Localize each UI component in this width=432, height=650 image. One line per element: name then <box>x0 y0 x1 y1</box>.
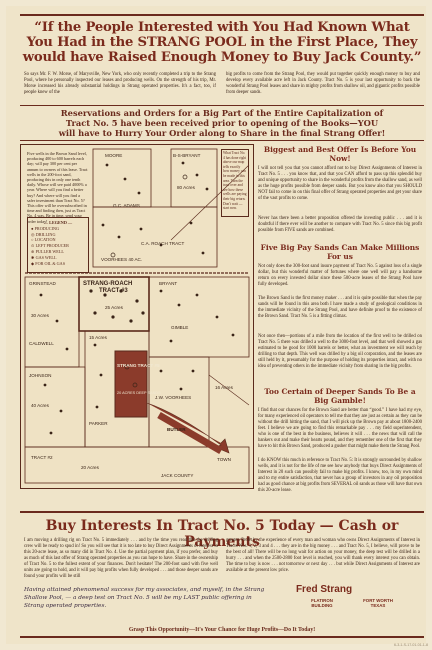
signature-address <box>304 598 340 608</box>
signature-city <box>350 598 406 608</box>
map-label-acres20: 20 Acres <box>81 465 99 470</box>
advertisement-sheet <box>6 6 426 644</box>
signature-city-line-1: FORT WORTH <box>363 598 393 603</box>
signature-city-line-2: TEXAS <box>370 603 386 608</box>
map-label-acres25: 25 Acres <box>105 305 123 310</box>
right-para-7: I do KNOW this much in reference to Tract No. 5: It is strongly surrounded by shallow wells, and it is not for the life of me see how anybody that buys Direct Assignments of Interest in 20 such can possibly fail to make big profits. I know, too, in my own mind and to my entire satisfaction, that never has a group of investors in any oil proposition had as good chance at big profits from SEVERAL oil sands as those will have that own this 20-acre lease. <box>258 458 422 493</box>
headline-line-3: would have Raised Enough Money to Buy Jack County.” <box>22 50 422 65</box>
map-label-lease-a: VOORHEES 40 AC. <box>101 257 143 262</box>
map-label-town: TOWN <box>217 457 231 462</box>
map-label-gimble: GIMBLE <box>171 325 189 330</box>
intro-left: So says Mr. F. W. Morse, of Marysville, New York, who only recently completed a trip to the Strang Pool, where he personally inspected our leases and producing wells. On the strength of his trip, Mr. Morse increased his already substantial holdings in Strang operated properties. It's a fact, too, if people knew of the <box>24 72 216 95</box>
signature-name: Fred Strang <box>295 584 353 595</box>
lease-map <box>20 144 254 489</box>
map-label-bryant: B-S-BRYANT <box>173 153 201 158</box>
map-label-acres40: 40 Acres <box>31 403 49 408</box>
map-label-acres16: 16 Acres <box>215 385 233 390</box>
legend-item-drilling: ◎ DRILLING <box>31 231 56 237</box>
archive-note: 6-3-1-S-17-01-01-1-8 <box>394 643 428 647</box>
map-label-tract3: TRACT #3 <box>99 288 128 294</box>
bottom-heading: Buy Interests In Tract No. 5 Today — Cash or Payments <box>45 518 399 550</box>
legend-item-location: ○ LOCATION <box>31 237 56 243</box>
map-label-strang-tract5: STRANG TRACT #5 <box>117 363 160 368</box>
footer-line: Grasp This Opportunity—It's Your Chance for Huge Profits—Do It Today! <box>128 627 316 633</box>
legend-item-producing: ● PRODUCING <box>31 225 60 231</box>
bottom-rule-top <box>20 511 424 513</box>
legend-item-oil-gas: ◆ FOR OIL & GAS <box>31 260 66 266</box>
right-para-5: Not once then—portions of a mile from the location of the first well to be drilled on Tract No. 5 there was drilled a well to the 3000-foot level, and that well showed a gas estimated to be good for 1000 barrels or better, what an investment we will reach by drilling to that depth. This well was drilled by a big oil corporation, and the leases are still held by it, presumably for the purpose of holding its properties intact, and with no idea of preventing others in the immediate vicinity from sharing in the big profits. <box>258 334 422 369</box>
legend-item-gas-well: ✱ GAS WELL <box>31 254 57 260</box>
signature-address-line-1: FLATIRON <box>311 598 333 603</box>
map-label-coats: C.A. ROACH TRACT <box>141 241 185 246</box>
headline <box>22 20 422 65</box>
intro-right: big profits to come from the Strang Pool, they would put together quickly enough money to buy and develop every available acre left in Jack County. Tract No. 5 is your last opportunity to back the wonderful Strang Pool leases and share in mighty profits from shallow oil, and gigantic profits possible from deeper sands. <box>226 72 420 95</box>
map-label-acres15: 15 Acres <box>89 335 107 340</box>
right-para-1: I will not tell you that you cannot afford not to buy Direct Assignments of Interest in Tract No. 5 . . . you know that, and that you CAN afford to pass up this splendid buy and unique opportunity to share in the wonderful profits from the shallow sand, as well as the huge profits possible from deeper sands. But you know also that you SHOULD NOT fail to come in on this final offer of Strang operated properties and get your share of the vast profits to come. <box>258 166 422 201</box>
subhead <box>22 108 422 138</box>
subhead-rule-top <box>20 105 424 106</box>
map-legend <box>27 217 89 273</box>
right-para-6: I find that our chances for the Brown Sand are better than “good.” I have had my eye, for many experienced oil operators to tell me that they are just as certain as they can be without the drill hitting the sand, that I will pick up the Brown pay at about 1800-2400 feet. I believe we are going to find this remarkable pay . . . my field superintendent, who is one of the best in the business, believes it will . . . the news that will call the bankers out and make their hearts pound, and they remember one of the first that they have to hit this Brown Sand, produced a gusher that might make them the Strang Pool. <box>258 408 422 449</box>
right-para-3: Not only does the 300-foot sand insure payment of Tract No. 5 against loss of a single dollar, but this wonderful matter of fortunes where one well will pay a handsome return on every invested dollar since these 500-acre leases of the Strang Pool have fully developed. <box>258 264 422 287</box>
map-label-bottom-tract: TRACT #2 <box>31 455 53 460</box>
map-label-johnson: JOHNSON <box>29 373 52 378</box>
right-heading-2: Five Big Pay Sands Can Make Millions For us <box>260 243 420 261</box>
map-label-tract5-sub: 20 ACRES DEEP SANDS <box>117 391 161 395</box>
legend-item-puller-well: ⊕ PULLER WELL <box>31 248 64 254</box>
map-label-parker: PARKER <box>89 421 108 426</box>
subhead-line-3: will have to Hurry Your Order along to Share in the final Strang Offer! <box>58 128 386 138</box>
map-label-butler: BUTLER <box>167 427 186 432</box>
map-label-moore: MOORE <box>105 153 123 158</box>
right-heading-1: Biggest and Best Offer Is Before You Now! <box>263 145 417 163</box>
map-label-voorhees: J.W. VOORHEES <box>155 395 192 400</box>
handwritten-note: Having attained phenomenal success for my associates, and myself, in the Strang Shallow Pool, — a deep test on Tract No. 5 will be my LAST public offering in Strang operated properties. <box>24 587 265 609</box>
map-label-gc-adams: G.C. ADAMS <box>113 203 140 208</box>
headline-line-1: “If the People Interested with You Had Known What <box>34 20 410 35</box>
legend-item-left-producer: ⊙ LEFT PRODUCER <box>31 243 69 249</box>
signature-block <box>290 584 358 595</box>
subhead-line-1: Reservations and Orders for a Big Part of the Entire Capitalization of <box>60 108 384 118</box>
map-label-caldwell: CALDWELL <box>29 341 54 346</box>
right-para-2: Never has there been a better proposition offered the investing public . . . and it is doubtful if there ever will be another to compare with Tract No. 5 since this big profit possible from FIVE sands are combined. <box>258 216 422 233</box>
bottom-right: greater. Profit by the experience of every man and woman who owns Direct Assignments of Interest in Tracts Nos. 1, 2, 3 and 4 . . . they are in the big money . . . and Tract No. 5, I believe, will prove to be the best of all! There will be no long wait for action on your money, the deep test will be drilled in a hurry . . . and when the 2500-2800 foot level is reached, you will thank every interest you can obtain. The time to buy is now . . . not tomorrow or next day . . . but while Direct Assignments of Interest are available at the present low price. <box>226 538 420 573</box>
bottom-rule <box>20 636 424 638</box>
headline-line-2: You Had in the STRANG POOL in the First Place, They <box>26 35 418 50</box>
map-side-note: What Tract No. 4 has done right above our map tells exactly how money can be made in this area. Turn the tract over and see how these wells are paying their big return. Don't wait — start now. <box>221 149 249 217</box>
right-para-4: The Brown Sand is the first money maker . . . and it is quite possible that when the pay sands will be found in this area both I have made a study of geological conditions in the immediate vicinity of the Strang Pool, and have definite proof to the existence of the Brown Sand. Tract No. 5 is a fitting climax. <box>258 296 422 319</box>
map-label-bryant2: BRYANT <box>159 281 178 286</box>
map-label-acres80: 80 Acres <box>177 185 195 190</box>
legend-title: — LEGEND — <box>43 220 73 225</box>
signature-address-line-2: BUILDING <box>311 603 333 608</box>
subhead-line-2: Tract No. 5 have been received prior to opening of the Books—YOU <box>65 118 379 128</box>
map-note: Five wells in the Brown Sand level, producing 400 to 600 barrels each day; will pay 300 per cent per annum to owners of this lease. Tract wells in the 200-foot sand, producing this in only one tenth daily. Whose will see paid 4000% a year. Where will you find a better buy? And where will you find a safer investment than Tract No. 5? This offer will be oversubscribed in time and finding then, just as Tract No. 4 was. Be in time, send your order today! <box>27 151 88 224</box>
map-label-grinstead: GRINSTEAD <box>29 281 56 286</box>
right-heading-3: Too Certain of Deeper Sands To Be a Big Gamble! <box>264 387 416 405</box>
subhead-rule-bottom <box>20 140 424 141</box>
top-rule <box>20 14 424 16</box>
map-label-strang-roach: STRANG-ROACH <box>83 281 133 287</box>
map-label-jack-county: JACK COUNTY <box>161 473 194 478</box>
map-label-acres30: 30 Acres <box>31 313 49 318</box>
bottom-left: I am moving a drilling rig on Tract No. 5 immediately . . . and by the time you read this the drilling crew will be ready to spud in! So you will see that it is too late to buy Direct Assignments of Interest in this 20-acre lease, as so many did in Tract No. 4. Use the partial payment plan, if you prefer, and buy as much of this last offer of Strang operated properties as you can hope to have. Share in the ownership of Tract No. 5 to the fullest extent of your finances. Don't hesitate! The 200-foot sand with five well units are going to hold, and it will pay big profits when fully developed . . . and those deeper sands are found your profits will be still <box>24 538 218 579</box>
